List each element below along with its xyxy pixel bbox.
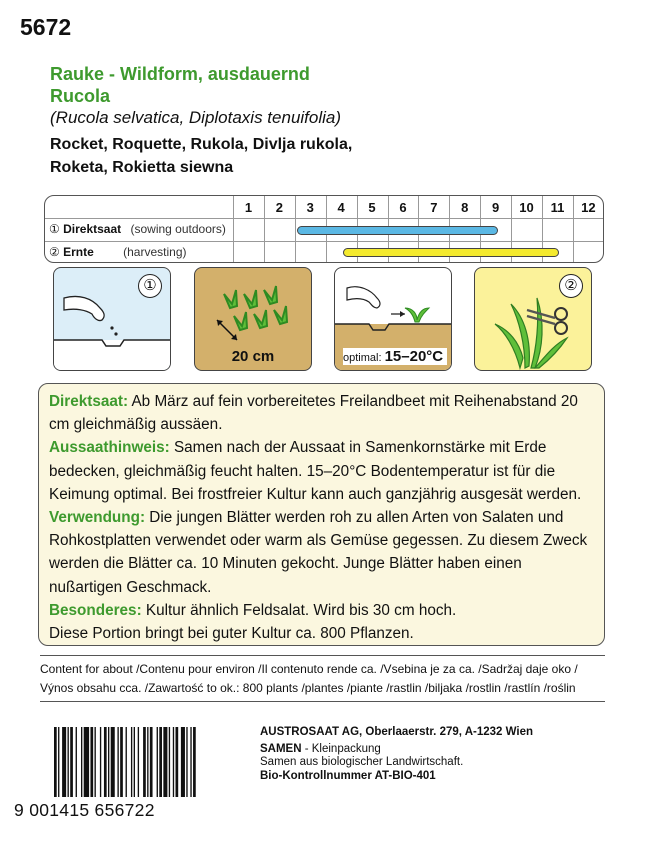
verwendung-text: Die jungen Blätter werden roh zu allen Arten von Salaten und Rohkostplatten verwendet oder warm als Gemüse gegessen. Zu diesem Zweck werden die Blätter ca. 10 Minuten gekocht. Junge Blätter haben einen nußartigen Geschmack. xyxy=(49,509,588,596)
barcode-bar xyxy=(104,727,107,797)
month-label: 7 xyxy=(430,200,438,215)
step-2-badge: ② xyxy=(559,274,583,298)
month-label: 9 xyxy=(492,200,500,215)
besonderes-text: Kultur ähnlich Feldsalat. Wird bis 30 cm hoch. xyxy=(141,601,457,619)
month-label: 5 xyxy=(368,200,376,215)
company-address: AUSTROSAAT AG, Oberlaaerstr. 279, A-1232 Wien xyxy=(260,726,534,738)
content-info xyxy=(40,660,640,698)
barcode-bar xyxy=(134,727,135,797)
temperature-prefix: optimal: xyxy=(343,352,382,364)
divider-bottom xyxy=(40,701,605,702)
barcode-bar xyxy=(68,727,69,797)
divider-top xyxy=(40,655,605,656)
harvest-period-bar xyxy=(343,248,559,257)
bio-control-number: Bio-Kontrollnummer AT-BIO-401 xyxy=(260,769,436,782)
product-code: 5672 xyxy=(20,14,72,40)
barcode-bar xyxy=(108,727,109,797)
barcode-bar xyxy=(186,727,187,797)
other-names-line2: Roketa, Rokietta siewna xyxy=(50,159,234,176)
direktsaat-heading: Direktsaat: xyxy=(49,393,129,410)
marker-2: ② xyxy=(49,245,60,259)
content-line-2: Výnos obsahu cca. /Zawartość to ok.: 800 plants /plantes /piante /rastlin /biljaka /rostlin /rastlín /roślin xyxy=(40,681,576,695)
sowing-calendar xyxy=(44,195,604,263)
aussaathinweis-heading: Aussaathinweis: xyxy=(49,439,170,457)
sowing-period-bar xyxy=(297,226,498,235)
description-box xyxy=(38,383,605,646)
besonderes-heading: Besonderes: xyxy=(49,601,142,619)
barcode-bar xyxy=(62,727,66,797)
barcode-bar xyxy=(173,727,174,797)
row-label-harvest: Ernte xyxy=(63,245,94,259)
barcode-bar xyxy=(143,727,146,797)
barcode-bar xyxy=(84,727,89,797)
temperature-value: 15–20°C xyxy=(384,348,444,365)
barcode-bar xyxy=(81,727,82,797)
barcode-bar xyxy=(111,727,115,797)
latin-name: (Rucola selvatica, Diplotaxis tenuifolia) xyxy=(50,108,342,127)
aussaathinweis-text: Samen nach der Aussaat in Samenkornstärke mit Erde bedecken, gleichmäßig feucht halten. 15–20°C Bodentemperatur ist für die Keimung optimal. Bei frostfreier Kultur kann auch ganzjährig ausgesät werden. xyxy=(49,439,582,503)
package-type-rest: - Kleinpackung xyxy=(301,742,381,755)
month-label: 4 xyxy=(337,200,345,215)
direktsaat-text: Ab März auf fein vorbereitetes Freilandbeet mit Reihenabstand 20 cm gleichmäßig aussäen. xyxy=(49,393,578,434)
package-type-bold: SAMEN xyxy=(260,742,302,755)
barcode-bar xyxy=(131,727,132,797)
product-title: Rauke - Wildform, ausdauernd xyxy=(50,64,310,84)
verwendung-heading: Verwendung: xyxy=(49,509,146,527)
barcode-bar xyxy=(120,727,123,797)
row-sub-sowing: (sowing outdoors) xyxy=(130,222,226,236)
barcode-bar xyxy=(90,727,93,797)
barcode-bar xyxy=(138,727,139,797)
calendar-row-harvest xyxy=(49,245,187,259)
barcode-bar xyxy=(76,727,77,797)
row-spacing-label: 20 cm xyxy=(231,348,275,365)
marker-1: ① xyxy=(49,222,60,236)
barcode-bar xyxy=(193,727,196,797)
aussaathinweis-paragraph xyxy=(49,436,594,506)
barcode-bar xyxy=(169,727,170,797)
company-info xyxy=(260,726,533,783)
portion-text: Diese Portion bringt bei guter Kultur ca. 800 Pflanzen. xyxy=(49,625,414,643)
product-subtitle: Rucola xyxy=(50,86,111,106)
barcode-bar xyxy=(163,727,167,797)
direktsaat-paragraph xyxy=(49,390,594,436)
barcode-bar xyxy=(117,727,118,797)
barcode-bar xyxy=(100,727,101,797)
besonderes-paragraph xyxy=(49,599,594,622)
calendar-divider xyxy=(45,241,603,242)
barcode-bar xyxy=(126,727,127,797)
content-line-1: Content for about /Contenu pour environ /Il contenuto rende ca. /Vsebina je za ca. /Sadržaj daje oko / xyxy=(40,662,578,676)
barcode-bar xyxy=(159,727,162,797)
month-label: 12 xyxy=(581,200,596,215)
barcode-bar xyxy=(190,727,191,797)
month-label: 6 xyxy=(399,200,407,215)
barcode-bar xyxy=(58,727,59,797)
barcode-bar xyxy=(181,727,185,797)
calendar-divider xyxy=(45,218,603,219)
organic-note: Samen aus biologischer Landwirtschaft. xyxy=(260,756,464,768)
barcode-bar xyxy=(54,727,57,797)
month-label: 10 xyxy=(519,200,534,215)
panel-temperature xyxy=(334,267,452,371)
temperature-label xyxy=(343,348,447,365)
barcode-bar xyxy=(157,727,158,797)
panel-spacing xyxy=(194,267,312,371)
barcode-bar xyxy=(147,727,148,797)
month-label: 11 xyxy=(550,200,565,215)
month-label: 2 xyxy=(275,200,283,215)
month-label: 1 xyxy=(244,200,253,215)
other-names-line1: Rocket, Roquette, Rukola, Divlja rukola, xyxy=(50,136,353,153)
barcode-bar xyxy=(150,727,153,797)
barcode-bar xyxy=(95,727,96,797)
calendar-row-sowing xyxy=(49,222,226,236)
barcode-bar xyxy=(176,727,179,797)
row-label-sowing: Direktsaat xyxy=(63,222,122,236)
package-type xyxy=(260,743,533,757)
step-1-badge: ① xyxy=(138,274,162,298)
barcode-number: 9 001415 656722 xyxy=(14,800,155,820)
barcode-bar xyxy=(70,727,73,797)
verwendung-paragraph xyxy=(49,506,594,599)
panel-harvest xyxy=(474,267,592,371)
month-label: 8 xyxy=(461,200,469,215)
month-label: 3 xyxy=(306,200,314,215)
panel-sowing xyxy=(53,267,171,371)
row-sub-harvest: (harvesting) xyxy=(123,245,187,259)
